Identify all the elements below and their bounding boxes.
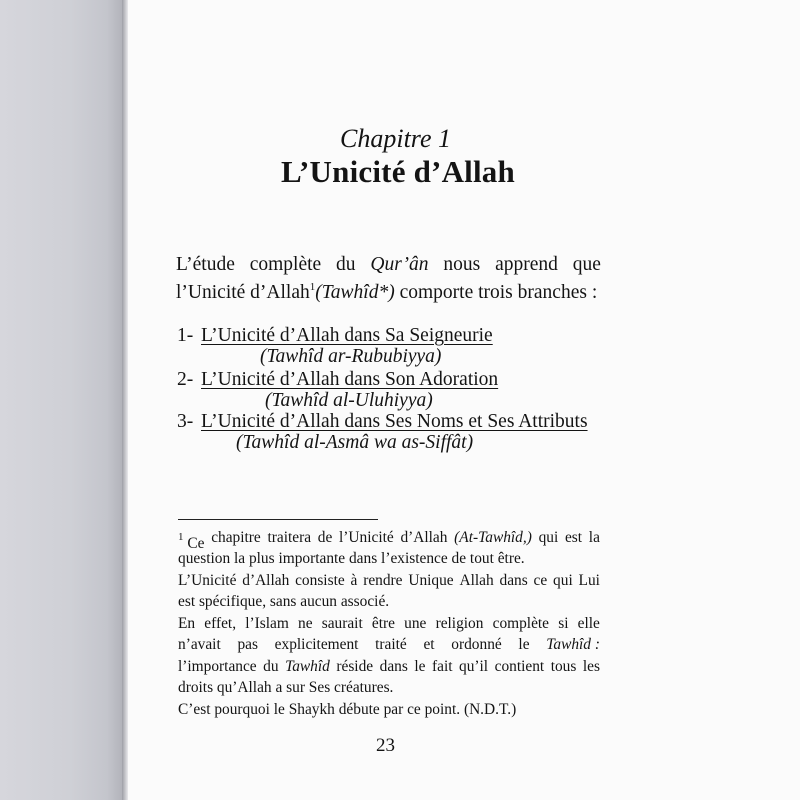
intro-word: complète: [249, 254, 322, 275]
footnote-word: d’Allah: [400, 529, 448, 546]
footnote-word: l’Islam: [245, 615, 289, 632]
footnote-word: est: [564, 529, 583, 546]
footnote-word: la: [588, 529, 600, 546]
footnote-word: les: [582, 658, 600, 675]
footnote-marker: 1: [178, 531, 184, 543]
branch-label: L’Unicité d’Allah dans Sa Seigneurie: [201, 325, 493, 346]
footnote-line: [178, 613, 600, 635]
intro-tawhid-term: (Tawhîd*): [315, 282, 395, 303]
footnote-line: [178, 570, 600, 592]
footnote-word: à: [350, 572, 358, 589]
intro-line-2: [176, 281, 597, 304]
footnote-word: de: [317, 529, 333, 546]
footnote-line: droits qu’Allah a sur Ses créatures.: [178, 679, 394, 696]
footnote-word: Tawhîd: [285, 658, 330, 675]
branch-arabic-term: (Tawhîd ar-Rububiyya): [260, 346, 442, 367]
footnote-reference: 1: [309, 281, 316, 293]
footnote-word: réside: [336, 658, 374, 675]
footnote-line: question la plus importante dans l’existence de tout être.: [178, 550, 525, 567]
footnote-word: n’avait: [178, 636, 221, 653]
footnote-word: $^1$ Ce: [178, 531, 205, 552]
footnote-word: traitera: [267, 529, 312, 546]
footnote-line: [178, 634, 600, 656]
footnote-word: l’importance: [178, 658, 257, 675]
footnote-word: qui: [538, 529, 559, 546]
book-spine-shadow: [0, 0, 126, 800]
intro-word: nous: [443, 254, 481, 275]
footnote-word: consiste: [295, 572, 345, 589]
footnote-word: ordonné: [451, 636, 502, 653]
footnote-word: dans: [499, 572, 528, 589]
chapter-label: Chapitre 1: [340, 124, 451, 153]
page-number: 23: [376, 735, 395, 756]
intro-text-rest: comporte trois branches :: [394, 282, 598, 303]
branch-number: 3-: [177, 411, 194, 432]
footnote-word: si: [558, 615, 569, 632]
footnote-word: complète: [492, 615, 550, 632]
footnote-word: le: [414, 658, 426, 675]
footnote-word: religion: [435, 615, 484, 632]
footnote-word: saurait: [321, 615, 363, 632]
footnote-word: tous: [550, 658, 577, 675]
footnote-word: rendre: [363, 572, 403, 589]
intro-word: L’étude: [176, 254, 235, 275]
intro-text: l’Unicité d’Allah: [176, 282, 310, 303]
footnote-word: chapitre: [211, 529, 261, 546]
branch-label: L’Unicité d’Allah dans Ses Noms et Ses Attributs: [201, 411, 588, 432]
footnote-word: et: [423, 636, 435, 653]
footnote-word: une: [404, 615, 427, 632]
footnote-word: effet,: [204, 615, 237, 632]
branch-arabic-term: (Tawhîd al-Uluhiyya): [265, 390, 433, 411]
footnote-word: L’Unicité: [178, 572, 237, 589]
footnote-word: d’Allah: [242, 572, 290, 589]
intro-word: que: [572, 254, 601, 275]
footnote-divider: [178, 519, 378, 520]
footnote-line: C’est pourquoi le Shaykh débute par ce point. (N.D.T.): [178, 701, 517, 718]
footnote-word: pas: [237, 636, 258, 653]
footnote-word: dans: [379, 658, 408, 675]
intro-word: apprend: [495, 254, 558, 275]
footnote-word: Unique: [408, 572, 454, 589]
branch-arabic-term: (Tawhîd al-Asmâ wa as-Siffât): [236, 432, 474, 453]
footnote-word: ce: [533, 572, 548, 589]
footnote-word: l’Unicité: [339, 529, 394, 546]
footnote-word: Tawhîd :: [546, 636, 600, 653]
footnote-word: Lui: [578, 572, 600, 589]
footnote-word: ne: [298, 615, 313, 632]
branch-label: L’Unicité d’Allah dans Son Adoration: [201, 369, 499, 390]
intro-line-1: [176, 254, 601, 276]
intro-word: du: [336, 254, 356, 275]
footnote-word: elle: [577, 615, 600, 632]
intro-word-quran: Qur’ân: [370, 254, 429, 275]
footnote-word: fait: [431, 658, 453, 675]
footnote-word: être: [371, 615, 395, 632]
footnote-word: traité: [375, 636, 407, 653]
chapter-title: L’Unicité d’Allah: [281, 154, 515, 189]
branch-number: 1-: [177, 325, 194, 346]
footnote-word: du: [263, 658, 279, 675]
footnote-word: Allah: [459, 572, 494, 589]
footnote-word: le: [518, 636, 530, 653]
footnote-word: qui: [553, 572, 573, 589]
footnote-word: contient: [494, 658, 545, 675]
footnote-word: (At-Tawhîd,): [454, 529, 532, 546]
footnote-line: [178, 656, 600, 678]
branch-number: 2-: [177, 369, 194, 390]
footnote-line: est spécifique, sans aucun associé.: [178, 593, 390, 610]
footnote-word: qu’il: [459, 658, 489, 675]
footnote-word: explicitement: [274, 636, 359, 653]
footnote-word: En: [178, 615, 196, 632]
